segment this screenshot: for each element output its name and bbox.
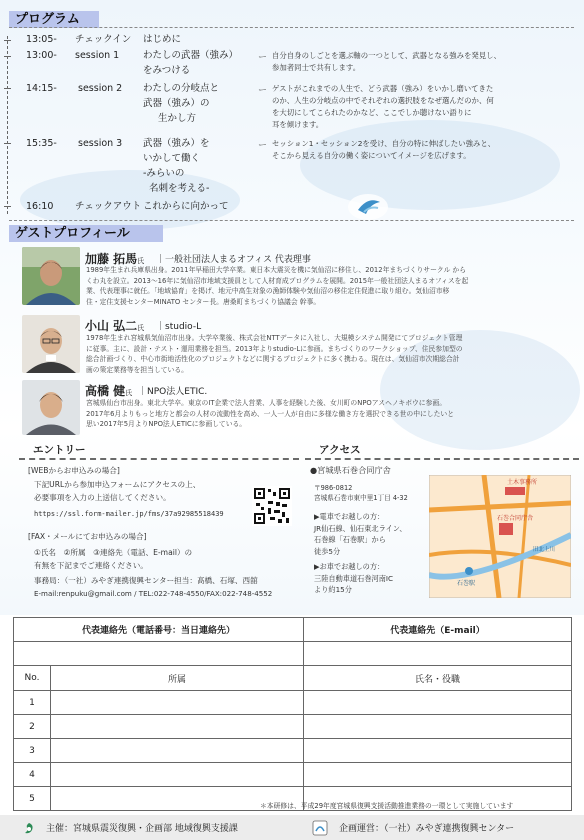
guest-bio-kato: 1989年生まれ兵庫県出身。2011年早稲田大学卒業。東日本大震災を機に気仙沼に移住し、2012年まちづくりサークル から くわ丸を設立。2013～16年に気仙沼市地域支援員として人材育成プログラムを展開。2015年一般社団法人まるオフィスを起 業、代表理事に就任。「地域協育」を掲げ、地元中高生対象の漁師体験や気仙沼の移住定住促進に取り組む。気仙沼市移 住・定住支援センターMINATO センター長。唐桑町まちづくり協議会 幹事。 — [86, 266, 469, 306]
guest-affil-takahashi: ｜NPO法人ETIC. — [138, 387, 208, 397]
form-note: ＊本研修は、平成29年度宮城県復興支援活動推進業務の一環として実施しています — [260, 802, 514, 810]
access-venue: ●宮城県石巻合同庁舎 — [310, 465, 391, 475]
rep-phone-label: 代表連絡先（電話番号：当日連絡先） — [14, 618, 304, 642]
col-affil-header: 所属 — [51, 666, 304, 691]
guest-photo-kato — [22, 247, 80, 305]
guest-bio-koyama: 1978年生まれ宮城県気仙沼市出身。大学卒業後、株式会社NTTデータに入社し、大規模システム開発にてプロジェクト管理 に従事。主に、設計・テスト・運用業務を担当。2013年よりstudio-Lに参画。まちづくりのワークショップ、住民参加型の 総合計画づくり、中心市街地活性化のプロジェクトなどに関するプロジェクトに多く携わる。現在は、気仙沼市次期総合計 画の策定業務等を担当している。 — [86, 334, 463, 374]
access-map — [429, 475, 571, 598]
guest-name-koyama: 小山 弘二氏 — [85, 319, 145, 333]
footer — [0, 815, 584, 840]
svg-text:土木事務所: 土木事務所 — [507, 479, 538, 486]
entry-heading: エントリー — [19, 443, 299, 460]
table-row — [14, 763, 572, 787]
entry-fax-instruction-1: ①氏名 ②所属 ③連絡先（電話、E-mail）の — [34, 548, 193, 557]
qr-code-icon — [252, 486, 292, 530]
entry-office: 事務局：（一社）みやぎ連携復興センター担当：髙橋、石塚、西舘 — [34, 576, 258, 585]
row-number: 3 — [14, 739, 51, 763]
rep-phone-field[interactable] — [14, 642, 304, 666]
access-train: ▶電車でお越しの方： JR仙石線、仙石東北ライン、 石巻線「石巻駅」から 徒歩5分 — [314, 512, 407, 556]
name-field[interactable] — [304, 763, 572, 787]
entry-web-heading: [WEBからお申込みの場合] — [28, 466, 120, 475]
guest-bio-takahashi: 宮城県仙台市出身。東北大学卒。東京のIT企業で法人営業、人事を経験した後、女川町のNPOアスヘノキボウに参画。 2017年6月よりもっと地方と都会の人材の流動性を高め、一人一人が自由に多様な働き方を選択できる世の中にしたいと 思い2017年5月よりNPO法人ETICに参画している。 — [86, 399, 454, 429]
table-row — [14, 739, 572, 763]
timeline-line — [7, 36, 8, 214]
prefecture-logo-icon — [22, 821, 36, 840]
entry-fax-heading: [FAX・メールにてお申込みの場合] — [28, 532, 147, 541]
guest-name-takahashi: 高橋 健氏 — [85, 384, 133, 398]
guest-affil-koyama: ｜studio-L — [156, 322, 202, 332]
guest-photo-takahashi — [22, 380, 80, 435]
row-number: 4 — [14, 763, 51, 787]
guest-affil-kato: ｜一般社団法人まるオフィス 代表理事 — [156, 255, 311, 265]
access-heading: アクセス — [305, 443, 579, 460]
row-number: 5 — [14, 787, 51, 811]
col-name-header: 氏名・役職 — [304, 666, 572, 691]
operator-logo-icon — [312, 820, 328, 840]
name-field[interactable] — [304, 715, 572, 739]
rep-email-label: 代表連絡先（E-mail） — [304, 618, 572, 642]
entry-fax-instruction-2: 有無を下記までご連絡ください。 — [34, 561, 148, 570]
svg-text:石巻合同庁舎: 石巻合同庁舎 — [497, 515, 534, 522]
affil-field[interactable] — [51, 763, 304, 787]
entry-web-instruction-1: 下記URLから参加申込フォームにアクセスの上、 — [34, 480, 201, 489]
table-row — [14, 691, 572, 715]
registration-form — [13, 617, 572, 811]
affil-field[interactable] — [51, 715, 304, 739]
program-heading: プログラム — [9, 11, 99, 28]
guest-profile-heading: ゲストプロフィール — [9, 225, 163, 242]
access-address: 〒986-0812 宮城県石巻市東中里1丁目 4-32 — [314, 484, 408, 502]
svg-text:石巻駅: 石巻駅 — [457, 580, 476, 587]
entry-web-instruction-2: 必要事項を入力の上送信してください。 — [34, 493, 171, 502]
row-number: 2 — [14, 715, 51, 739]
entry-url-link[interactable]: https://ssl.form-mailer.jp/fms/37a92985518439 — [34, 510, 224, 518]
rep-email-field[interactable] — [304, 642, 572, 666]
guest-photo-koyama — [22, 315, 80, 373]
table-row — [14, 715, 572, 739]
footer-sponsor: 主催：宮城県震災復興・企画部 地域復興支援課 — [46, 824, 238, 834]
guest-name-kato: 加藤 拓馬氏 — [85, 252, 145, 266]
footer-operator: 企画運営：（一社）みやぎ連携復興センター — [339, 824, 515, 834]
name-field[interactable] — [304, 691, 572, 715]
access-car: ▶お車でお越しの方： 三陸自動車道石巻河南IC より約15分 — [314, 562, 394, 594]
affil-field[interactable] — [51, 739, 304, 763]
col-no-header: No. — [14, 666, 51, 691]
entry-contact: E-mail:renpuku@gmail.com / TEL:022-748-4550/FAX:022-748-4552 — [34, 589, 273, 598]
row-number: 1 — [14, 691, 51, 715]
name-field[interactable] — [304, 739, 572, 763]
svg-text:旧北上川: 旧北上川 — [533, 547, 556, 553]
affil-field[interactable] — [51, 691, 304, 715]
